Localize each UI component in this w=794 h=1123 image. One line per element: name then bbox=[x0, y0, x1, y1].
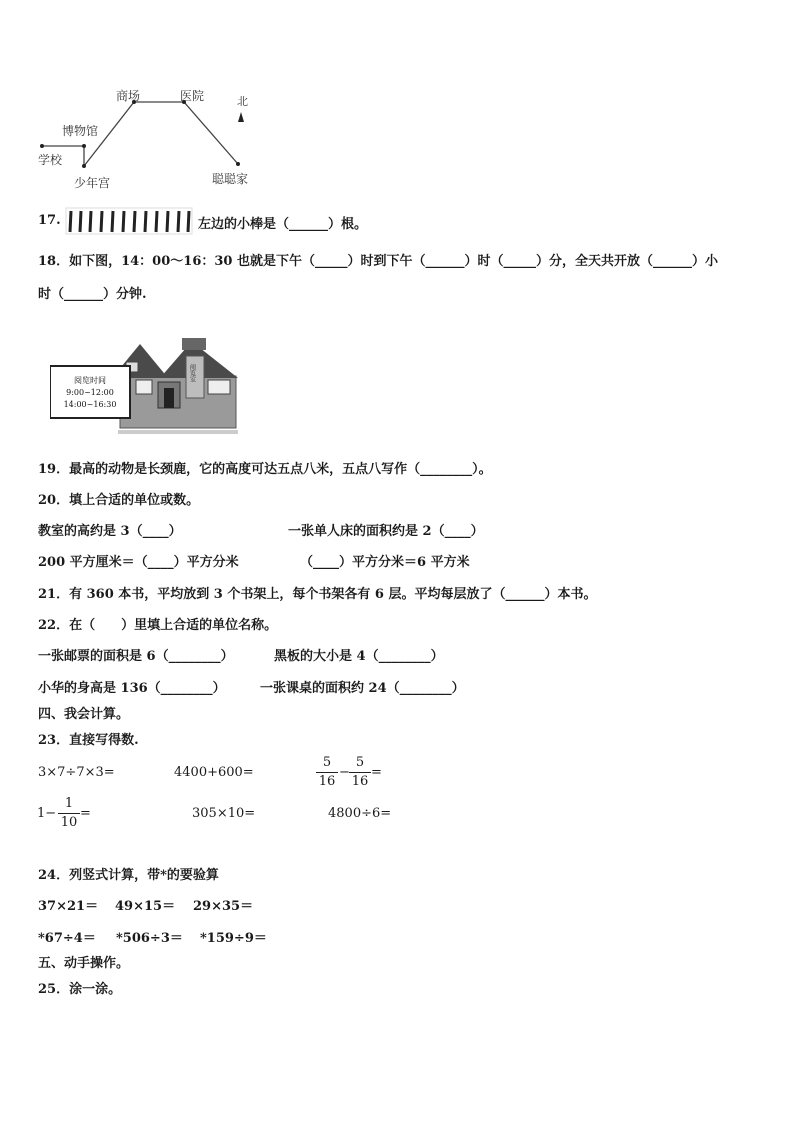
point-museum bbox=[82, 144, 86, 148]
q24-item-d: *67÷4＝ bbox=[38, 931, 96, 946]
label-mall: 商场 bbox=[116, 89, 141, 103]
library-door-label: 阅览室 bbox=[188, 364, 196, 382]
q20-item-d: （____）平方分米＝6 平方米 bbox=[300, 555, 470, 570]
point-congcong-home bbox=[236, 162, 240, 166]
q18-line1: 18．如下图，14：00～16：30 也就是下午（_____）时到下午（______）时（_____）分，全天共开放（______）小 bbox=[38, 254, 718, 269]
q24-item-f: *159÷9＝ bbox=[200, 931, 267, 946]
section-4-heading: 四、我会计算。 bbox=[38, 707, 130, 722]
q23-frac-1-num: 5 bbox=[322, 755, 332, 770]
sticks-figure bbox=[64, 207, 196, 235]
q23-frac-2-den: 16 bbox=[349, 772, 371, 791]
sign-afternoon: 14:00~16:30 bbox=[63, 400, 117, 409]
q20-item-a: 教室的高约是 3（____） bbox=[38, 524, 182, 539]
q22-item-a: 一张邮票的面积是 6（________） bbox=[38, 649, 234, 664]
section-5-heading: 五、动手操作。 bbox=[38, 956, 130, 971]
q23-equals-c: = bbox=[371, 765, 382, 780]
label-youth-palace: 少年宫 bbox=[74, 176, 111, 190]
q20-item-b: 一张单人床的面积约是 2（____） bbox=[288, 524, 484, 539]
q19-text: 19．最高的动物是长颈鹿，它的高度可达五点八米，五点八写作（________）。 bbox=[38, 462, 492, 477]
q25-text: 25．涂一涂。 bbox=[38, 982, 122, 997]
q22-item-b: 黑板的大小是 4（________） bbox=[274, 649, 444, 664]
q23-item-f: 4800÷6= bbox=[328, 806, 392, 821]
point-school bbox=[40, 144, 44, 148]
north-arrow-icon bbox=[238, 112, 244, 122]
q20-title: 20．填上合适的单位或数。 bbox=[38, 493, 200, 508]
q23-item-d-prefix: 1− bbox=[37, 806, 57, 821]
q24-item-b: 49×15＝ bbox=[115, 899, 176, 914]
q23-frac-1-den: 16 bbox=[316, 772, 338, 791]
point-youth-palace bbox=[82, 164, 86, 168]
q21-text: 21．有 360 本书，平均放到 3 个书架上，每个书架各有 6 层。平均每层放了（______）本书。 bbox=[38, 587, 597, 602]
q23-frac-1 bbox=[316, 754, 338, 791]
q24-title: 24．列竖式计算，带*的要验算 bbox=[38, 868, 219, 883]
label-north: 北 bbox=[237, 95, 248, 108]
q23-title: 23．直接写得数. bbox=[38, 733, 139, 748]
q22-title: 22．在（ ）里填上合适的单位名称。 bbox=[38, 618, 278, 633]
q23-frac-2 bbox=[349, 754, 371, 791]
sign-morning: 9:00~12:00 bbox=[66, 388, 114, 397]
q23-minus: − bbox=[339, 765, 350, 780]
q24-item-a: 37×21＝ bbox=[38, 899, 99, 914]
library-building-figure bbox=[50, 332, 240, 434]
route-map bbox=[30, 80, 280, 195]
q23-frac-3 bbox=[58, 795, 80, 832]
label-school: 学校 bbox=[38, 153, 63, 167]
q18-line2: 时（______）分钟. bbox=[38, 287, 147, 302]
q23-item-a: 3×7÷7×3= bbox=[38, 765, 115, 780]
q20-item-c: 200 平方厘米＝（____）平方分米 bbox=[38, 555, 239, 570]
q23-item-e: 305×10= bbox=[192, 806, 256, 821]
label-hospital: 医院 bbox=[180, 89, 205, 103]
q24-item-c: 29×35＝ bbox=[193, 899, 254, 914]
q23-frac-2-num: 5 bbox=[355, 755, 365, 770]
q23-item-b: 4400+600= bbox=[174, 765, 254, 780]
q17-number: 17. bbox=[38, 213, 61, 228]
label-museum: 博物馆 bbox=[62, 124, 99, 138]
q17-text: 左边的小棒是（______）根。 bbox=[198, 217, 368, 232]
label-congcong-home: 聪聪家 bbox=[212, 172, 249, 186]
q24-item-e: *506÷3＝ bbox=[116, 931, 183, 946]
q22-item-d: 一张课桌的面积约 24（________） bbox=[260, 681, 465, 696]
q23-frac-3-den: 10 bbox=[58, 813, 80, 832]
sign-title: 阅览时间 bbox=[74, 376, 106, 385]
q22-item-c: 小华的身高是 136（________） bbox=[38, 681, 226, 696]
q23-frac-3-num: 1 bbox=[64, 796, 74, 811]
q23-equals-d: = bbox=[80, 806, 91, 821]
